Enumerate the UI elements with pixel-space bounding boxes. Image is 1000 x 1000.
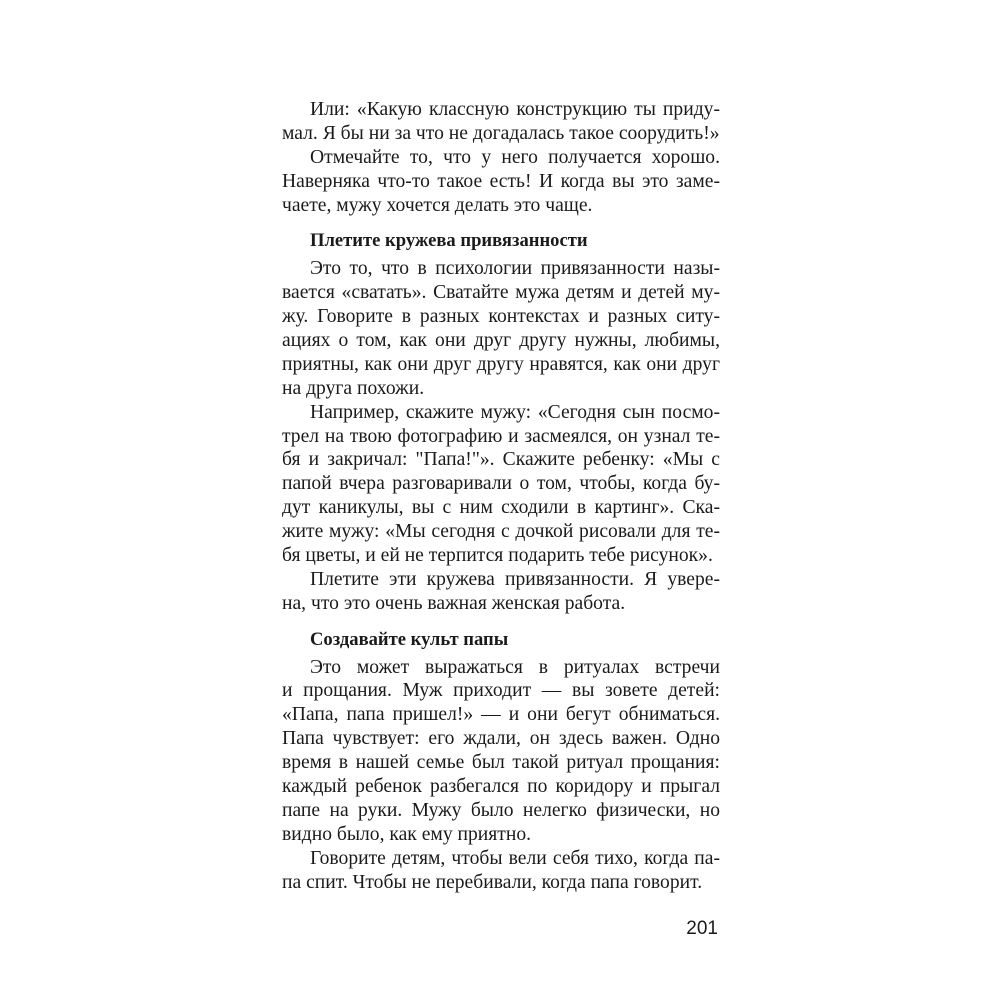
text-line: ациях о том, как они друг другу нужны, любимы,: [282, 330, 720, 352]
text-line: Папа чувствует: его ждали, он здесь важен. Одно: [282, 728, 720, 750]
text-line: чаете, мужу хочется делать это чаще.: [282, 194, 593, 216]
text-line: на, что это очень важная женская работа.: [282, 592, 626, 614]
text-line: папе на руки. Мужу было нелегко физически, но: [282, 799, 720, 821]
text-line: Говорите детям, чтобы вели себя тихо, когда па-: [310, 847, 720, 869]
section-heading: Плетите кружева привязанности: [310, 230, 588, 252]
text-line: Это может выражаться в ритуалах встречи: [310, 656, 720, 678]
page-number: 201: [686, 918, 718, 939]
paragraph: [282, 146, 720, 218]
text-line: жу. Говорите в разных контекстах и разных ситу-: [282, 306, 720, 328]
paragraph: [282, 98, 720, 146]
text-line: вается «сватать». Сватайте мужа детям и детей му-: [282, 282, 720, 304]
text-line: Отмечайте то, что у него получается хорошо.: [310, 146, 720, 168]
section-heading: Создавайте культ папы: [310, 628, 509, 650]
page-text: [282, 98, 720, 895]
text-line: жите мужу: «Мы сегодня с дочкой рисовали для те-: [282, 521, 720, 543]
text-line: Наверняка что-то такое есть! И когда вы это заме-: [282, 170, 720, 192]
text-line: время в нашей семье был такой ритуал прощания:: [282, 752, 720, 774]
text-line: на друга похожи.: [282, 377, 425, 399]
paragraph: [282, 847, 720, 895]
text-line: дут каникулы, вы с ним сходили в картинг». Ска-: [282, 497, 720, 519]
text-line: видно было, как ему приятно.: [282, 823, 532, 845]
paragraph: [282, 568, 720, 616]
text-line: Плетите эти кружева привязанности. Я увере-: [310, 568, 720, 590]
text-line: каждый ребенок разбегался по коридору и прыгал: [282, 776, 720, 798]
text-line: бя и закричал: "Папа!"». Скажите ребенку: «Мы с: [282, 449, 720, 471]
text-line: мал. Я бы ни за что не догадалась такое соорудить!»: [282, 122, 720, 144]
text-line: трел на твою фотографию и засмеялся, он узнал те-: [282, 425, 720, 447]
text-line: Например, скажите мужу: «Сегодня сын посмо-: [310, 401, 720, 423]
paragraph: [282, 401, 720, 568]
text-line: и прощания. Муж приходит — вы зовете детей:: [282, 680, 720, 702]
text-line: Или: «Какую классную конструкцию ты приду-: [310, 99, 720, 120]
text-line: бя цветы, и ей не терпится подарить тебе рисунок».: [282, 545, 713, 567]
text-line: папой вчера разговаривали о том, чтобы, когда бу-: [282, 473, 720, 495]
text-line: «Папа, папа пришел!» — и они бегут обниматься.: [282, 704, 720, 726]
paragraph: [282, 656, 720, 847]
text-line: па спит. Чтобы не перебивали, когда папа говорит.: [282, 871, 703, 893]
paragraph: [282, 257, 720, 400]
text-line: приятны, как они друг другу нравятся, как они друг: [282, 353, 720, 375]
text-line: Это то, что в психологии привязанности назы-: [310, 258, 720, 280]
